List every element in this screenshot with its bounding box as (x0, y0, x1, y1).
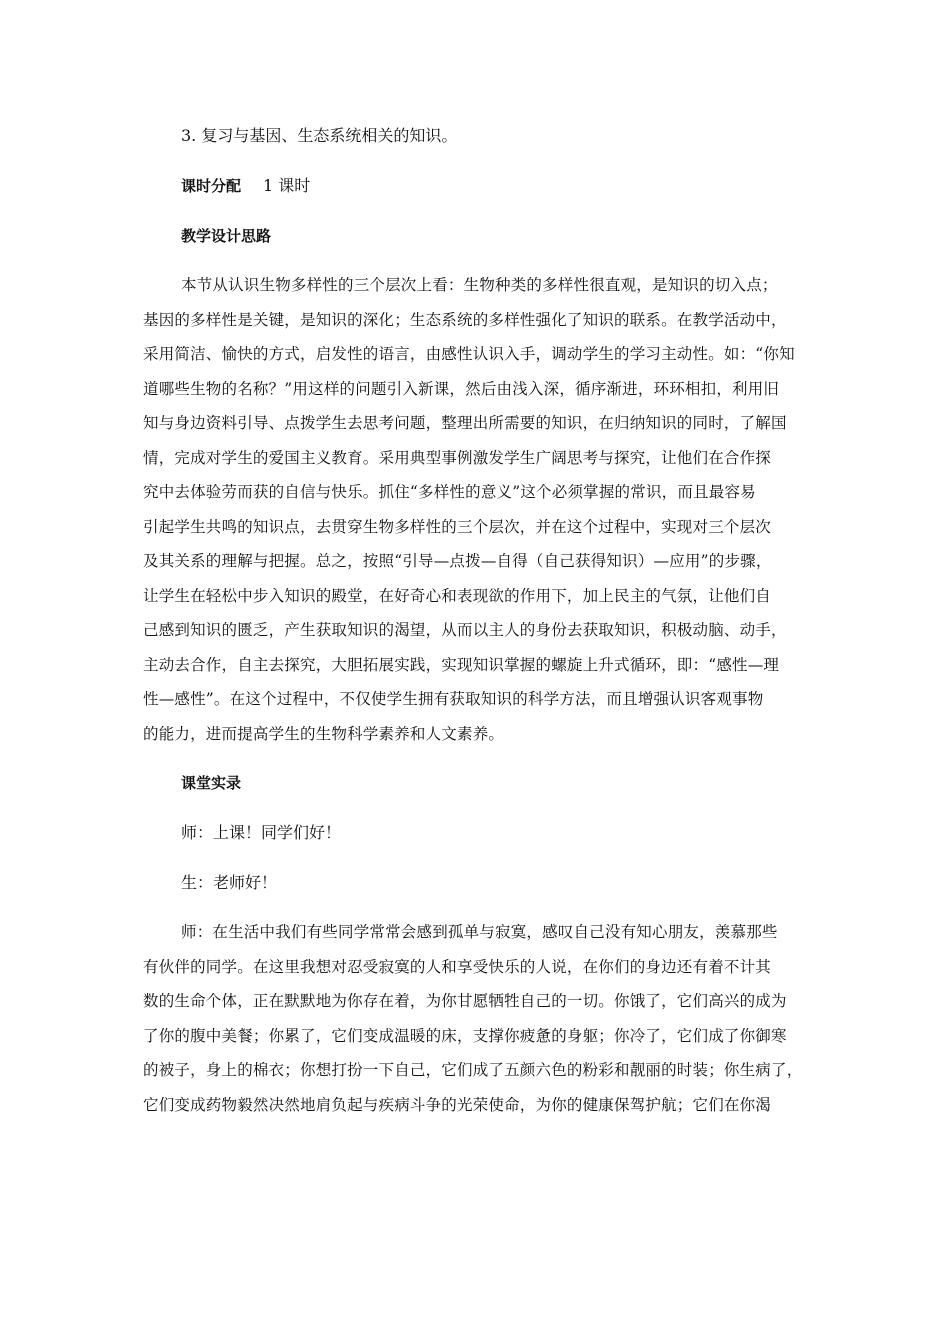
dialogue-line: 师：上课！同学们好！ (181, 823, 342, 842)
paragraph-line: 数的生命个体，正在默默地为你存在着，为你甘愿牺牲自己的一切。你饿了，它们高兴的成为 (143, 992, 787, 1010)
paragraph-line: 基因的多样性是关键，是知识的深化；生态系统的多样性强化了知识的联系。在教学活动中， (143, 310, 787, 329)
paragraph-line: 的被子，身上的棉衣；你想打扮一下自己，它们成了五颜六色的粉彩和靓丽的时装；你生病了， (143, 1061, 803, 1079)
class-hours-label: 课时分配 (181, 177, 242, 195)
paragraph-line: 主动去合作，自主去探究，大胆拓展实践，实现知识掌握的螺旋上升式循环，即：“感性—理 (143, 655, 780, 674)
paragraph-line: 它们变成药物毅然决然地肩负起与疾病斗争的光荣使命，为你的健康保驾护航；它们在你渴 (143, 1095, 772, 1114)
paragraph-line: 情，完成对学生的爱国主义教育。采用典型事例激发学生广阔思考与探究，让他们在合作探 (143, 448, 772, 467)
paragraph-line: 让学生在轻松中步入知识的殿堂，在好奇心和表现欲的作用下，加上民主的气氛，让他们自 (143, 586, 772, 605)
paragraph-line: 的能力，进而提高学生的生物科学素养和人文素养。 (143, 724, 505, 743)
paragraph-line: 了你的腹中美餐；你累了，它们变成温暖的床，支撑你疲惫的身躯；你冷了，它们成了你御寒 (143, 1026, 787, 1045)
design-paragraph (143, 268, 817, 751)
class-hours-value: 1 课时 (263, 176, 311, 195)
teacher-paragraph (143, 915, 817, 1122)
paragraph-line: 及其关系的理解与把握。总之，按照“引导—点拨—自得（自己获得知识）—应用”的步骤， (143, 552, 772, 570)
paragraph-line: 知与身边资料引导、点拨学生去思考问题，整理出所需要的知识，在归纳知识的同时，了解国 (143, 414, 787, 432)
paragraph-line: 引起学生共鸣的知识点，去贯穿生物多样性的三个层次，并在这个过程中，实现对三个层次 (143, 517, 772, 536)
paragraph-line: 性—感性”。在这个过程中，不仅使学生拥有获取知识的科学方法，而且增强认识客观事物 (143, 690, 764, 708)
paragraph-line: 己感到知识的匮乏，产生获取知识的渴望，从而以主人的身份去获取知识，积极动脑、动手， (143, 621, 787, 639)
design-title: 教学设计思路 (181, 227, 272, 245)
paragraph-line: 师：在生活中我们有些同学常常会感到孤单与寂寞，感叹自己没有知心朋友，羡慕那些 (181, 923, 778, 941)
paragraph-line: 有伙伴的同学。在这里我想对忍受寂寞的人和享受快乐的人说，在你们的身边还有着不计其 (143, 957, 772, 976)
paragraph-line: 本节从认识生物多样性的三个层次上看：生物种类的多样性很直观，是知识的切入点； (181, 276, 778, 294)
record-title: 课堂实录 (181, 774, 242, 792)
paragraph-line: 道哪些生物的名称？”用这样的问题引入新课，然后由浅入深，循序渐进，环环相扣，利用旧 (143, 379, 780, 398)
dialogue-line: 生：老师好！ (181, 873, 278, 892)
paragraph-line: 究中去体验劳而获的自信与快乐。抓住“多样性的意义”这个必须掌握的常识，而且最容易 (143, 483, 756, 501)
paragraph-line: 采用简洁、愉快的方式，启发性的语言，由感性认识入手，调动学生的学习主动性。如：“你知 (143, 345, 795, 363)
document-content (143, 118, 817, 1122)
class-hours-line (143, 168, 817, 204)
review-item: 3. 复习与基因、生态系统相关的知识。 (181, 126, 458, 145)
